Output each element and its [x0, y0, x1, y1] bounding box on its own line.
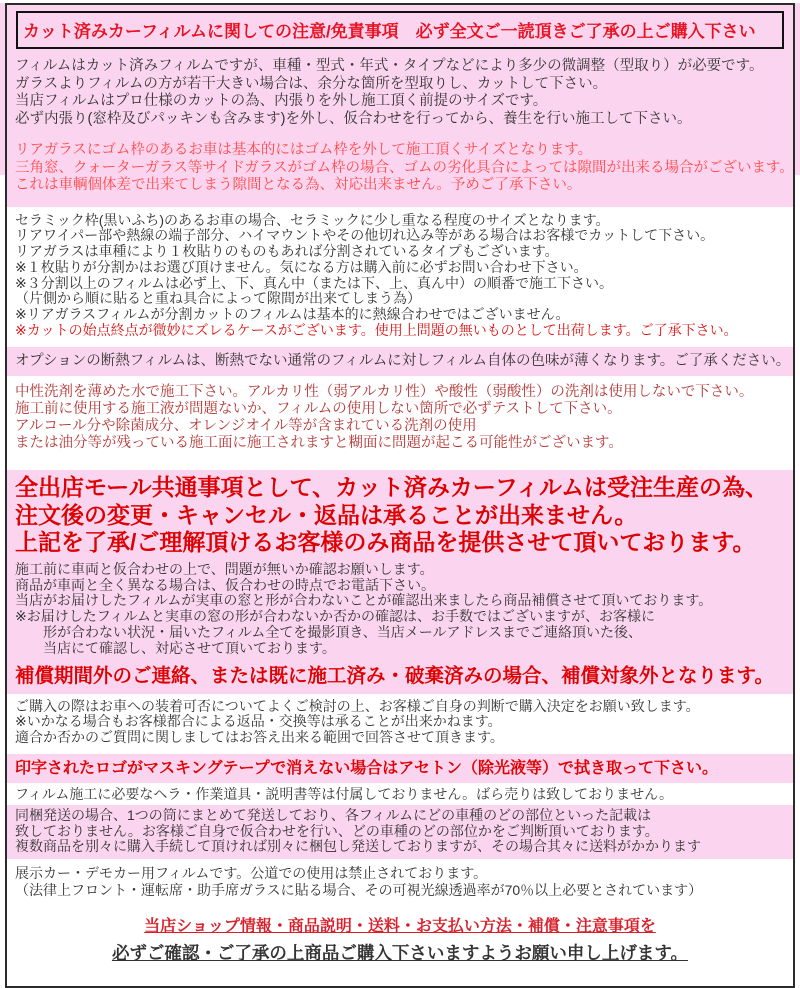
text-line: ※リアガラスフィルムが分割カットのフィルムは基本的に熱線合わせではございません。 — [15, 306, 570, 323]
text-line: アルコール分や除菌成分、オレンジオイル等が含まれている洗剤の使用 — [15, 418, 477, 435]
text-line-warning: ※カットの始点終点が微妙にズレるケースがございます。使用上問題の無いものとして出荷します。ご了承下さい。 — [15, 322, 738, 339]
text-line: ※１枚貼りが分割かはお選び頂けません。気になる方は購入前に必ずお問い合わせ下さい。 — [15, 258, 588, 275]
section-purchase — [7, 694, 793, 754]
text-line: 中性洗剤を薄めた水で施工下さい。アルカリ性（弱アルカリ性）や酸性（弱酸性）の洗剤は使用しないで下さい。 — [15, 384, 754, 401]
text-line: 商品が車両と全く異なる場合は、仮合わせの時点でお電話下さい。 — [15, 576, 435, 593]
text-line: 形が合わない状況・届いたフィルム全てを撮影頂き、当店メールアドレスまでご連絡頂いた後、 — [15, 624, 643, 641]
rubber-frame-block — [15, 142, 794, 195]
section-tools — [7, 783, 793, 805]
text-line: リアガラスは車種により１枚貼りのものもあれば分割されているタイプもございます。 — [15, 243, 559, 260]
text-line: （法律上フロント・運転席・助手席ガラスに貼る場合、その可視光線透過率が70％以上必要とされています） — [15, 882, 703, 899]
text-line: 施工前に使用する施工液が問題ないか、フィルムの使用しない箇所で必ずテストして下さい。 — [15, 401, 622, 418]
spacer — [15, 195, 785, 204]
text-line: リアガラスにゴム枠のあるお車は基本的にはゴム枠を外して施工頂くサイズとなります。 — [15, 142, 593, 158]
section-logo-note — [7, 754, 793, 783]
text-line: フィルム施工に必要なヘラ・作業道具・説明書等は付属しておりません。ばら売りは致しておりません。 — [15, 786, 673, 803]
section-shipping — [7, 805, 793, 859]
section-order-policy — [7, 470, 793, 693]
shop-info-link[interactable]: 当店ショップ情報・商品説明・送料・お支払い方法・補償・注意事項を — [144, 918, 656, 936]
section-insulation — [7, 347, 793, 377]
logo-note-line: 印字されたロゴがマスキングテープで消えない場合はアセトン（除光液等）で拭き取って下さい。 — [15, 760, 719, 778]
text-line: ※３分割以上のフィルムは必ず上、下、真ん中（または下、上、真ん中）の順番で施工下さい。 — [15, 274, 614, 291]
text-line: 必ず内張り(窓枠及びパッキンも含みます)を外し、仮合わせを行ってから、養生を行い施工して下さい。 — [15, 110, 692, 127]
section-intro — [7, 5, 793, 207]
text-line: これは車輌個体差で出来てしまう隙間となる為、対応出来ません。予めご了承下さい。 — [15, 177, 582, 193]
text-line: ※いかなる場合もお客様都合による返品・交換等は承ることが出来かねます。 — [15, 713, 502, 730]
text-line: 複数商品を別々に購入手続して頂ければ別々に梱包し発送しておりますが、その場合其々に送料がかかります — [15, 838, 701, 855]
page-title: カット済みカーフィルムに関しての注意/免責事項 必ず全文ご一読頂きご了承の上ご購入下さい — [16, 11, 784, 49]
text-line: または油分等が残っている施工面に施工されますと糊面に問題が起こる可能性がございます。 — [15, 435, 623, 452]
text-line: 致しておりません。お客様ご自身で仮合わせを行い、どの車種のどの部位かをご判断頂いております。 — [15, 822, 659, 839]
section-ceramic — [7, 207, 793, 347]
text-line: リアワイパー部や熱線の端子部分、ハイマウントやその他切れ込み等がある場合はお客様でカットして下さい。 — [15, 227, 715, 244]
text-line: ※お届けしたフィルムと実車の窓の形が合わないか否かの確認は、お手数ではございますが、お客様に — [15, 608, 656, 625]
text-line: 施工前に車両と仮合わせの上で、問題が無いか確認お願いします。 — [15, 560, 434, 577]
text-line: 全出店モール共通事項として、カット済みカーフィルムは受注生産の為、 — [15, 474, 769, 501]
spacer — [15, 128, 785, 142]
text-line: （片側から順に貼ると重ね具合によって隙間が出来てしまう為） — [15, 290, 421, 307]
inspection-block — [15, 562, 785, 657]
text-line: ご購入の際はお車への装着可否についてよくご検討の上、お客様ご自身の判断で購入決定をお願い致します。 — [15, 697, 700, 714]
section-demo-footer — [7, 859, 793, 986]
text-line: セラミック枠(黒いふち)のあるお車の場合、セラミックに少し重なる程度のサイズとなります。 — [15, 211, 610, 228]
text-line: 当店がお届けしたフィルムが実車の窓と形が合わないことが確認出来ましたら商品補償させて頂いております。 — [15, 592, 713, 609]
text-line: 当店フィルムはプロ仕様のカットの為、内張りを外し施工頂く前提のサイズです。 — [15, 93, 548, 109]
text-line: オプションの断熱フィルムは、断熱でない通常のフィルムに対しフィルム自体の色味が薄くなります。ご了承ください。 — [15, 352, 791, 369]
text-line: 注文後の変更・キャンセル・返品は承ることが出来ません。 — [15, 501, 638, 528]
footer-confirm-note: 必ずご確認・ご了承の上商品ご購入下さいますようお願い申し上げます。 — [111, 943, 689, 964]
text-line: 三角窓、クォーターガラス等サイドガラスがゴム枠の場合、ゴムの劣化具合によっては隙間が出来る場合がございます。 — [15, 159, 794, 176]
warranty-heading: 補償期間外のご連絡、または既に施工済み・破棄済みの場合、補償対象外となります。 — [15, 664, 774, 687]
order-policy-heading — [15, 474, 785, 557]
text-line: 同梱発送の場合、1つの筒にまとめて発送しており、各フィルムにどの車種のどの部位といった記載は — [15, 806, 652, 823]
text-line: 展示カー・デモカー用フィルムです。公道での使用は禁止されております。 — [15, 865, 488, 882]
text-line: フィルムはカット済みフィルムですが、車種・型式・年式・タイプなどにより多少の微調整（型取り）が必要です。 — [15, 58, 764, 74]
text-line: 適合か否かのご質問に関しましてはお答え出来る範囲で回答させて頂きます。 — [15, 729, 504, 746]
fitting-note-block — [15, 58, 785, 128]
text-line: 当店にて確認し、対応させて頂いております。 — [15, 639, 336, 656]
notice-frame — [5, 3, 795, 988]
text-line: ガラスよりフィルムの方が若干大きい場合は、余分な箇所を型取りし、カットして下さい。 — [15, 75, 608, 92]
text-line: 上記を了承/ご理解頂けるお客様のみ商品を提供させて頂いております。 — [15, 529, 756, 556]
section-detergent — [7, 376, 793, 470]
